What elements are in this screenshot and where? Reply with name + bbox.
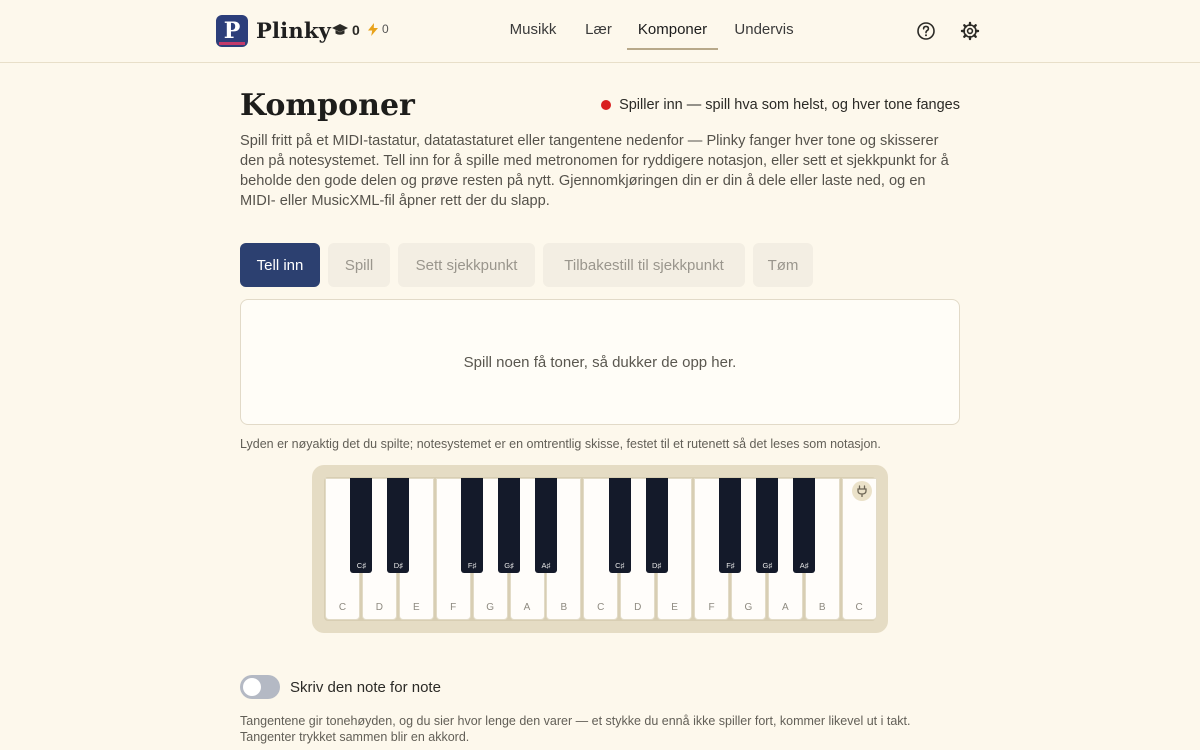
black-key[interactable]	[719, 478, 741, 573]
reset-checkpoint-button[interactable]: Tilbakestill til sjekkpunkt	[543, 243, 745, 287]
white-key-label: G	[744, 602, 753, 613]
black-key[interactable]	[609, 478, 631, 573]
white-key-label: B	[818, 602, 826, 613]
black-key-label: C♯	[356, 561, 366, 570]
black-key-label: A♯	[541, 561, 551, 570]
help-icon[interactable]	[915, 20, 937, 42]
black-key[interactable]	[756, 478, 778, 573]
record-dot-icon	[601, 100, 611, 110]
black-key-label: F♯	[467, 561, 477, 570]
white-key-label: D	[375, 602, 383, 613]
gear-icon[interactable]	[959, 20, 981, 42]
black-key[interactable]	[461, 478, 483, 573]
clear-button[interactable]: Tøm	[753, 243, 813, 287]
nav-laer[interactable]: Lær	[585, 21, 612, 38]
black-key-label: D♯	[393, 561, 403, 570]
sound-note: Lyden er nøyaktig det du spilte; notesystemet er en omtrentlig skisse, festet til et rutenett så det leses som notasjon.	[240, 437, 881, 451]
toggle-knob	[243, 678, 261, 696]
plug-icon	[856, 485, 868, 497]
graduation-count: 0	[352, 22, 360, 38]
white-key-label: C	[597, 602, 605, 613]
black-key[interactable]	[646, 478, 668, 573]
black-key-label: F♯	[726, 561, 735, 570]
white-key-label: C	[855, 602, 863, 613]
white-key-label: A	[781, 602, 789, 613]
white-key-label: F	[708, 602, 715, 613]
graduation-cap-icon	[332, 23, 348, 37]
black-key-label: G♯	[762, 561, 773, 570]
white-key-label: E	[412, 602, 420, 613]
black-key-label: D♯	[652, 561, 662, 570]
recording-status-text: Spiller inn — spill hva som helst, og hver tone fanges	[619, 97, 960, 113]
black-key[interactable]	[793, 478, 815, 573]
streak-count: 0	[382, 22, 389, 36]
brand-name: Plinky	[256, 18, 331, 43]
recording-status	[601, 97, 960, 113]
white-key-label: G	[486, 602, 494, 613]
white-key-label: E	[671, 602, 678, 613]
black-key-label: G♯	[504, 561, 514, 570]
streak-stat	[368, 22, 389, 36]
black-key[interactable]	[387, 478, 409, 573]
intro-text: Spill fritt på et MIDI-tastatur, datatastaturet eller tangentene nedenfor — Plinky fanger hver tone og skisserer den på notesystemet. Tell inn for å spille med metronomen for ryddigere notasjon, eller sett et sjekkpunkt for å beholde den gode delen og prøve resten på nytt. Gjennomkjøringen din er din å dele eller laste ned, og en MIDI- eller MusicXML-fil åpner rett der du slapp.	[240, 133, 949, 209]
nav-musikk[interactable]: Musikk	[509, 21, 557, 38]
lightning-icon	[368, 23, 378, 36]
white-key-label: F	[450, 602, 457, 613]
svg-text:P: P	[223, 18, 241, 44]
black-key[interactable]	[535, 478, 557, 573]
white-key-label: D	[634, 602, 642, 613]
white-key-label: B	[560, 602, 568, 613]
black-key-label: C♯	[615, 561, 625, 570]
notation-canvas	[240, 299, 960, 425]
footer-note: Tangentene gir tonehøyden, og du sier hvor lenge den varer — et stykke du ennå ikke spiller fort, kommer likevel ut i takt. Tangenter trykket sammen blir en akkord.	[240, 714, 911, 744]
graduation-stat	[332, 22, 360, 38]
pedal-icon[interactable]	[852, 481, 872, 501]
canvas-placeholder: Spill noen få toner, så dukker de opp her.	[463, 353, 737, 371]
black-key-label: A♯	[799, 561, 809, 570]
top-bar	[0, 0, 1200, 63]
note-by-note-toggle[interactable]	[240, 675, 280, 699]
play-button[interactable]: Spill	[328, 243, 390, 287]
nav-komponer[interactable]: Komponer	[627, 21, 718, 50]
black-key[interactable]	[498, 478, 520, 573]
set-checkpoint-button[interactable]: Sett sjekkpunkt	[398, 243, 535, 287]
page-title: Komponer	[240, 88, 415, 123]
toggle-label: Skriv den note for note	[290, 679, 441, 696]
plinky-logo[interactable]	[216, 15, 248, 47]
black-key[interactable]	[350, 478, 372, 573]
count-in-button[interactable]: Tell inn	[240, 243, 320, 287]
white-key-label: A	[523, 602, 531, 613]
nav-undervis[interactable]: Undervis	[734, 21, 794, 38]
white-key-label: C	[338, 602, 347, 613]
